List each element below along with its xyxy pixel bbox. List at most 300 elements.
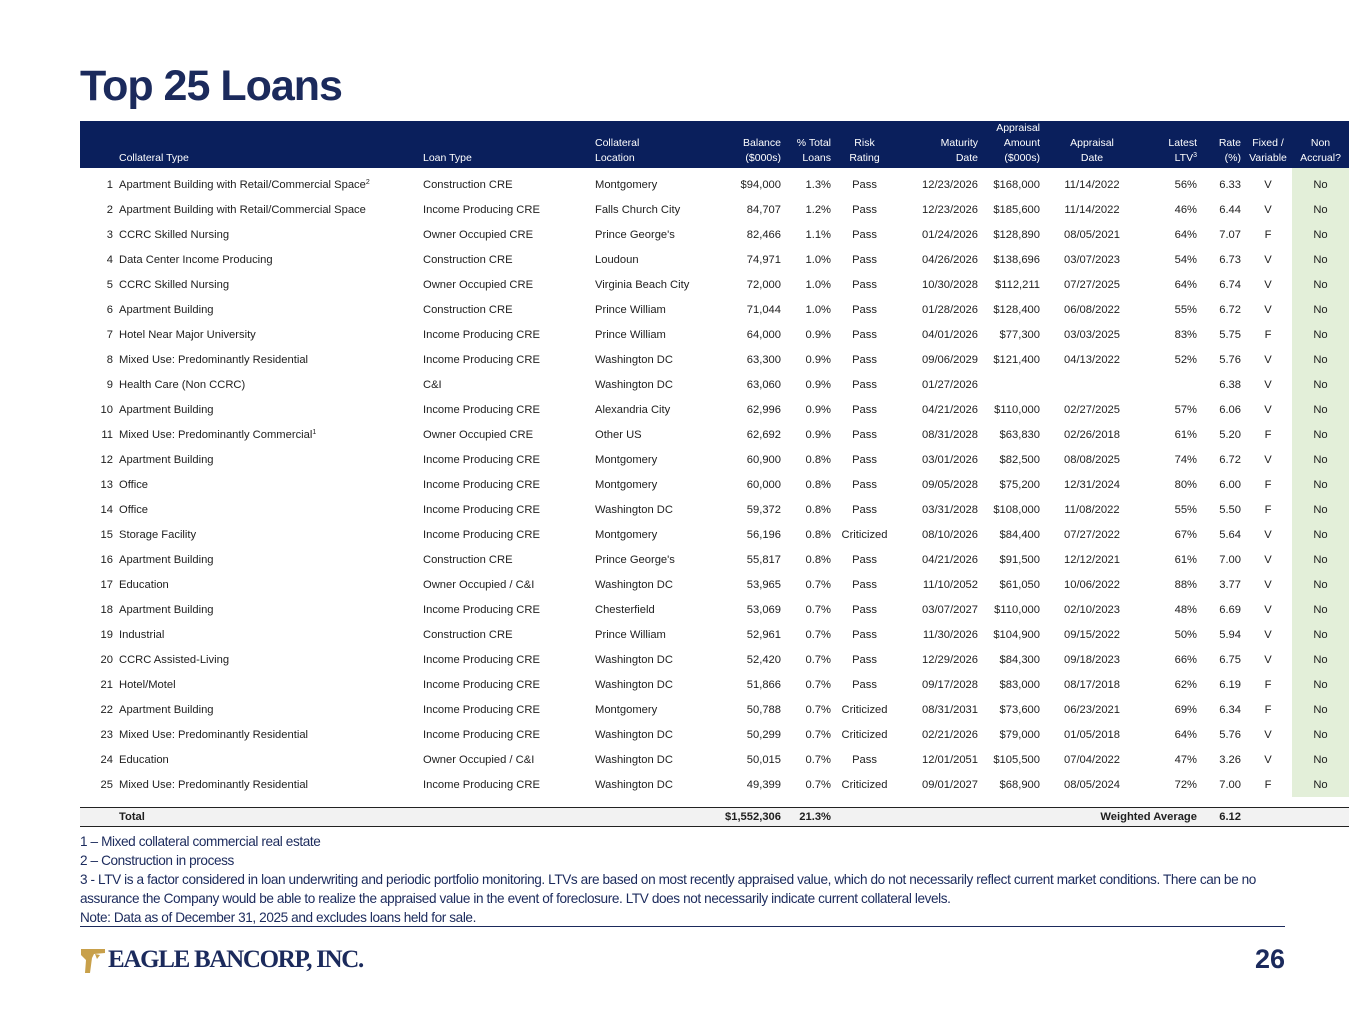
cell-row-number: 1 [106, 178, 113, 191]
cell-collateral-type: Apartment Building [119, 553, 214, 566]
cell-latest-ltv: 88% [1174, 578, 1197, 591]
cell-maturity-date: 09/17/2028 [922, 678, 978, 691]
cell-non-accrual: No [1292, 522, 1349, 547]
cell-fixed-variable: V [1264, 653, 1272, 666]
cell-balance: 51,866 [746, 678, 781, 691]
cell-non-accrual: No [1292, 197, 1349, 222]
cell-balance: 72,000 [746, 278, 781, 291]
table-row [80, 222, 1349, 247]
cell-appraisal-amount: $128,890 [993, 228, 1040, 241]
cell-latest-ltv: 74% [1174, 453, 1197, 466]
cell-collateral-type: Storage Facility [119, 528, 197, 541]
cell-risk-rating: Pass [852, 428, 877, 441]
cell-rate: 6.38 [1219, 378, 1241, 391]
cell-appraisal-date: 08/17/2018 [1064, 678, 1120, 691]
cell-loan-type: Income Producing CRE [423, 203, 540, 216]
cell-non-accrual: No [1292, 722, 1349, 747]
cell-rate: 3.26 [1219, 753, 1241, 766]
cell-non-accrual: No [1292, 297, 1349, 322]
cell-non-accrual: No [1292, 672, 1349, 697]
cell-appraisal-date: 10/06/2022 [1064, 578, 1120, 591]
cell-risk-rating: Pass [852, 228, 877, 241]
cell-latest-ltv: 69% [1174, 703, 1197, 716]
cell-fixed-variable: F [1264, 503, 1272, 516]
cell-appraisal-amount: $73,600 [999, 703, 1040, 716]
cell-maturity-date: 11/10/2052 [922, 578, 978, 591]
cell-pct-total: 0.7% [805, 678, 831, 691]
header-row-number [80, 121, 116, 168]
cell-latest-ltv: 47% [1174, 753, 1197, 766]
cell-appraisal-date: 07/27/2025 [1064, 278, 1120, 291]
cell-maturity-date: 08/31/2031 [922, 703, 978, 716]
cell-loan-type: Income Producing CRE [423, 728, 540, 741]
loans-table-container [80, 121, 1349, 827]
cell-appraisal-amount: $108,000 [993, 503, 1040, 516]
table-row [80, 422, 1349, 447]
cell-appraisal-date: 08/05/2024 [1064, 778, 1120, 791]
cell-rate: 6.44 [1219, 203, 1241, 216]
cell-risk-rating: Pass [852, 578, 877, 591]
table-row [80, 597, 1349, 622]
cell-balance: 63,060 [746, 378, 781, 391]
cell-latest-ltv: 54% [1174, 253, 1197, 266]
cell-collateral-type: Health Care (Non CCRC) [119, 378, 246, 391]
cell-loan-type: Income Producing CRE [423, 503, 540, 516]
cell-maturity-date: 09/05/2028 [922, 478, 978, 491]
cell-row-number: 22 [100, 703, 113, 716]
cell-maturity-date: 03/01/2026 [922, 453, 978, 466]
cell-collateral-location: Prince William [595, 628, 666, 641]
table-row [80, 472, 1349, 497]
cell-fixed-variable: F [1264, 228, 1272, 241]
cell-maturity-date: 01/27/2026 [922, 378, 978, 391]
total-label: Total [116, 808, 420, 827]
cell-collateral-type: Apartment Building [119, 453, 214, 466]
cell-fixed-variable: V [1264, 528, 1272, 541]
cell-loan-type: Income Producing CRE [423, 328, 540, 341]
cell-risk-rating: Pass [852, 753, 877, 766]
cell-balance: 49,399 [746, 778, 781, 791]
cell-appraisal-amount: $91,500 [999, 553, 1040, 566]
cell-latest-ltv: 72% [1174, 778, 1197, 791]
cell-appraisal-amount: $77,300 [999, 328, 1040, 341]
cell-non-accrual: No [1292, 322, 1349, 347]
cell-appraisal-date: 01/05/2018 [1064, 728, 1120, 741]
cell-fixed-variable: V [1264, 553, 1272, 566]
cell-rate: 6.34 [1219, 703, 1241, 716]
cell-maturity-date: 02/21/2026 [922, 728, 978, 741]
cell-appraisal-date: 08/05/2021 [1064, 228, 1120, 241]
cell-non-accrual: No [1292, 572, 1349, 597]
cell-rate: 7.00 [1219, 553, 1241, 566]
cell-loan-type: Owner Occupied / C&I [423, 753, 535, 766]
table-row [80, 672, 1349, 697]
cell-appraisal-amount: $84,300 [999, 653, 1040, 666]
cell-collateral-location: Washington DC [595, 353, 673, 366]
cell-maturity-date: 03/07/2027 [922, 603, 978, 616]
cell-non-accrual: No [1292, 597, 1349, 622]
header-collateral-location: Collateral Location [595, 137, 640, 164]
total-row [80, 808, 1349, 827]
cell-collateral-type: Industrial [119, 628, 165, 641]
cell-risk-rating: Pass [852, 478, 877, 491]
cell-pct-total: 0.8% [805, 503, 831, 516]
cell-collateral-location: Prince George's [595, 228, 675, 241]
cell-row-number: 24 [100, 753, 113, 766]
table-row [80, 322, 1349, 347]
cell-non-accrual: No [1292, 697, 1349, 722]
cell-rate: 6.73 [1219, 253, 1241, 266]
table-row [80, 347, 1349, 372]
spacer-row [80, 797, 1349, 808]
cell-balance: 56,196 [746, 528, 781, 541]
cell-appraisal-date: 02/26/2018 [1064, 428, 1120, 441]
cell-appraisal-amount: $105,500 [993, 753, 1040, 766]
footnote-3: 3 - LTV is a factor considered in loan underwriting and periodic portfolio monitoring. LTVs are based on most recently appraised value, which do not necessarily reflect current market conditions. There can be no assurance the Company would be able to realize the appraised value in the event of foreclosure. LTV does not necessarily indicate current collateral levels. [80, 872, 1256, 906]
cell-collateral-location: Other US [595, 428, 642, 441]
cell-row-number: 2 [106, 203, 113, 216]
cell-pct-total: 0.8% [805, 478, 831, 491]
cell-rate: 6.72 [1219, 453, 1241, 466]
cell-balance: 74,971 [746, 253, 781, 266]
cell-fixed-variable: F [1264, 428, 1272, 441]
footnote-1: 1 – Mixed collateral commercial real estate [80, 834, 321, 849]
header-rate: Rate (%) [1218, 137, 1241, 164]
cell-non-accrual: No [1292, 497, 1349, 522]
cell-fixed-variable: V [1264, 403, 1272, 416]
cell-risk-rating: Pass [852, 353, 877, 366]
cell-collateral-location: Montgomery [595, 703, 658, 716]
cell-fixed-variable: V [1264, 303, 1272, 316]
cell-pct-total: 0.9% [805, 378, 831, 391]
loan-rows [80, 168, 1349, 797]
cell-collateral-type: Mixed Use: Predominantly Residential [119, 728, 309, 741]
cell-row-number: 25 [100, 778, 113, 791]
cell-risk-rating: Pass [852, 453, 877, 466]
cell-non-accrual: No [1292, 222, 1349, 247]
cell-appraisal-amount: $110,000 [994, 403, 1040, 416]
cell-appraisal-amount: $79,000 [999, 728, 1040, 741]
cell-risk-rating: Pass [852, 303, 877, 316]
cell-fixed-variable: F [1264, 328, 1272, 341]
cell-risk-rating: Pass [852, 628, 877, 641]
cell-appraisal-amount: $185,600 [993, 203, 1040, 216]
cell-appraisal-date: 07/04/2022 [1064, 753, 1120, 766]
cell-balance: 63,300 [746, 353, 781, 366]
cell-appraisal-date: 03/07/2023 [1064, 253, 1120, 266]
cell-maturity-date: 04/21/2026 [922, 553, 978, 566]
header-maturity-date: Maturity Date [940, 137, 978, 164]
cell-non-accrual: No [1292, 622, 1349, 647]
cell-collateral-location: Montgomery [595, 478, 658, 491]
cell-latest-ltv: 62% [1174, 678, 1197, 691]
cell-row-number: 20 [100, 653, 113, 666]
cell-loan-type: Owner Occupied CRE [423, 228, 534, 241]
cell-maturity-date: 04/21/2026 [922, 403, 978, 416]
cell-pct-total: 0.7% [805, 703, 831, 716]
cell-latest-ltv: 46% [1174, 203, 1197, 216]
cell-balance: 50,015 [746, 753, 781, 766]
cell-row-number: 8 [106, 353, 113, 366]
top-loans-table [80, 121, 1349, 827]
cell-loan-type: Income Producing CRE [423, 653, 540, 666]
cell-row-number: 5 [106, 278, 113, 291]
cell-latest-ltv: 67% [1174, 528, 1197, 541]
cell-pct-total: 1.3% [805, 178, 831, 191]
cell-collateral-location: Washington DC [595, 378, 673, 391]
cell-maturity-date: 12/23/2026 [922, 203, 978, 216]
cell-collateral-location: Washington DC [595, 503, 673, 516]
cell-appraisal-amount: $112,211 [995, 278, 1040, 291]
cell-rate: 5.64 [1219, 528, 1241, 541]
header-balance: Balance ($000s) [743, 137, 781, 164]
cell-appraisal-date: 12/31/2024 [1064, 478, 1120, 491]
cell-collateral-type: Apartment Building with Retail/Commercial Space [119, 203, 366, 216]
cell-pct-total: 0.7% [805, 628, 831, 641]
cell-risk-rating: Criticized [841, 703, 888, 716]
cell-collateral-type: Apartment Building [119, 703, 214, 716]
cell-collateral-location: Montgomery [595, 528, 658, 541]
cell-rate: 6.72 [1219, 303, 1241, 316]
cell-pct-total: 1.1% [805, 228, 831, 241]
cell-pct-total: 0.7% [805, 603, 831, 616]
cell-collateral-type: Hotel/Motel [119, 678, 176, 691]
cell-balance: 60,900 [746, 453, 781, 466]
cell-collateral-type: Apartment Building [119, 403, 214, 416]
cell-non-accrual: No [1292, 647, 1349, 672]
cell-fixed-variable: V [1264, 253, 1272, 266]
cell-fixed-variable: V [1264, 603, 1272, 616]
total-balance: $1,552,306 [714, 808, 784, 827]
header-pct-total: % Total Loans [796, 137, 831, 164]
footnote-marker: 2 [365, 178, 370, 186]
cell-appraisal-date: 07/27/2022 [1064, 528, 1120, 541]
table-row [80, 497, 1349, 522]
cell-row-number: 9 [106, 378, 113, 391]
cell-collateral-location: Washington DC [595, 778, 673, 791]
cell-loan-type: Income Producing CRE [423, 778, 540, 791]
cell-appraisal-amount: $104,900 [993, 628, 1040, 641]
cell-collateral-type: Office [119, 478, 149, 491]
cell-balance: 50,788 [746, 703, 781, 716]
header-risk-rating: Risk Rating [849, 137, 880, 164]
cell-row-number: 16 [100, 553, 113, 566]
cell-pct-total: 0.7% [805, 653, 831, 666]
cell-row-number: 10 [100, 403, 113, 416]
cell-pct-total: 1.0% [805, 278, 831, 291]
cell-loan-type: Income Producing CRE [423, 528, 540, 541]
cell-loan-type: Income Producing CRE [423, 478, 540, 491]
cell-appraisal-amount: $83,000 [999, 678, 1040, 691]
cell-latest-ltv: 50% [1174, 628, 1197, 641]
cell-appraisal-amount: $128,400 [993, 303, 1040, 316]
cell-appraisal-amount: $61,050 [999, 578, 1040, 591]
table-row [80, 522, 1349, 547]
table-row [80, 572, 1349, 597]
cell-non-accrual: No [1292, 372, 1349, 397]
cell-maturity-date: 09/06/2029 [922, 353, 978, 366]
cell-collateral-location: Montgomery [595, 453, 658, 466]
cell-balance: 62,692 [746, 428, 781, 441]
cell-maturity-date: 09/01/2027 [922, 778, 978, 791]
cell-balance: 53,069 [746, 603, 781, 616]
cell-appraisal-date: 11/14/2022 [1064, 178, 1120, 191]
cell-rate: 7.00 [1219, 778, 1241, 791]
cell-fixed-variable: V [1264, 178, 1272, 191]
cell-fixed-variable: V [1264, 278, 1272, 291]
cell-rate: 7.07 [1219, 228, 1241, 241]
company-logo [80, 946, 363, 974]
cell-row-number: 11 [101, 428, 113, 441]
table-row [80, 247, 1349, 272]
cell-collateral-type: CCRC Skilled Nursing [119, 228, 230, 241]
cell-row-number: 12 [100, 453, 113, 466]
cell-pct-total: 1.0% [805, 303, 831, 316]
cell-rate: 5.76 [1219, 728, 1241, 741]
cell-fixed-variable: F [1264, 703, 1272, 716]
cell-latest-ltv: 56% [1174, 178, 1197, 191]
footnote-2: 2 – Construction in process [80, 853, 234, 868]
cell-balance: 50,299 [746, 728, 781, 741]
cell-risk-rating: Criticized [841, 778, 888, 791]
table-row [80, 772, 1349, 797]
header-latest-ltv: Latest LTV$^3$ [1168, 137, 1197, 164]
header-loan-type: Loan Type [423, 152, 472, 164]
cell-latest-ltv: 80% [1174, 478, 1197, 491]
table-row [80, 397, 1349, 422]
cell-non-accrual: No [1292, 347, 1349, 372]
cell-loan-type: Owner Occupied / C&I [423, 578, 535, 591]
cell-loan-type: Income Producing CRE [423, 703, 540, 716]
cell-risk-rating: Pass [852, 603, 877, 616]
weighted-average-label: Weighted Average [1043, 808, 1200, 827]
cell-pct-total: 1.0% [805, 253, 831, 266]
cell-appraisal-amount: $75,200 [999, 478, 1040, 491]
cell-collateral-location: Washington DC [595, 753, 673, 766]
cell-row-number: 21 [100, 678, 113, 691]
cell-fixed-variable: V [1264, 203, 1272, 216]
cell-loan-type: Construction CRE [423, 178, 513, 191]
cell-row-number: 7 [106, 328, 113, 341]
cell-pct-total: 0.9% [805, 328, 831, 341]
footnotes [80, 832, 1285, 927]
cell-collateral-location: Washington DC [595, 728, 673, 741]
table-row [80, 297, 1349, 322]
cell-pct-total: 0.9% [805, 428, 831, 441]
cell-collateral-type: Apartment Building [119, 303, 214, 316]
cell-appraisal-date: 11/08/2022 [1064, 503, 1120, 516]
cell-non-accrual: No [1292, 272, 1349, 297]
cell-risk-rating: Pass [852, 653, 877, 666]
cell-maturity-date: 04/26/2026 [922, 253, 978, 266]
cell-rate: 6.00 [1219, 478, 1241, 491]
footnote-note: Note: Data as of December 31, 2025 and excludes loans held for sale. [80, 910, 476, 925]
cell-collateral-type: Education [119, 578, 169, 591]
cell-maturity-date: 01/28/2026 [922, 303, 978, 316]
cell-rate: 6.75 [1219, 653, 1241, 666]
cell-maturity-date: 08/31/2028 [922, 428, 978, 441]
cell-maturity-date: 12/23/2026 [922, 178, 978, 191]
cell-rate: 5.50 [1219, 503, 1241, 516]
total-pct: 21.3% [784, 808, 834, 827]
page-title: Top 25 Loans [80, 62, 342, 110]
cell-collateral-type: Mixed Use: Predominantly Residential [119, 353, 309, 366]
cell-risk-rating: Pass [852, 678, 877, 691]
cell-collateral-location: Washington DC [595, 578, 673, 591]
cell-row-number: 6 [106, 303, 113, 316]
cell-pct-total: 0.7% [805, 778, 831, 791]
cell-appraisal-amount: $138,696 [993, 253, 1040, 266]
cell-fixed-variable: V [1264, 578, 1272, 591]
table-row [80, 747, 1349, 772]
cell-collateral-type: Apartment Building [119, 603, 214, 616]
cell-pct-total: 0.9% [805, 353, 831, 366]
cell-appraisal-amount: $84,400 [999, 528, 1040, 541]
cell-maturity-date: 12/29/2026 [922, 653, 978, 666]
cell-risk-rating: Pass [852, 328, 877, 341]
cell-pct-total: 1.2% [805, 203, 831, 216]
cell-maturity-date: 10/30/2028 [922, 278, 978, 291]
cell-risk-rating: Pass [852, 553, 877, 566]
cell-pct-total: 0.8% [805, 453, 831, 466]
cell-balance: 64,000 [746, 328, 781, 341]
table-row [80, 647, 1349, 672]
cell-row-number: 19 [100, 628, 113, 641]
cell-loan-type: Construction CRE [423, 553, 513, 566]
cell-risk-rating: Pass [852, 378, 877, 391]
cell-rate: 3.77 [1219, 578, 1241, 591]
cell-rate: 6.19 [1219, 678, 1241, 691]
cell-row-number: 4 [106, 253, 113, 266]
cell-balance: 60,000 [746, 478, 781, 491]
cell-collateral-type: Education [119, 753, 169, 766]
cell-appraisal-date: 08/08/2025 [1064, 453, 1120, 466]
header-non-accrual: Non Accrual? [1300, 137, 1341, 164]
header-appraisal-date: Appraisal Date [1070, 137, 1114, 164]
cell-balance: 59,372 [746, 503, 781, 516]
cell-rate: 5.94 [1219, 628, 1241, 641]
cell-risk-rating: Pass [852, 178, 877, 191]
cell-maturity-date: 12/01/2051 [922, 753, 978, 766]
cell-appraisal-date: 11/14/2022 [1064, 203, 1120, 216]
cell-latest-ltv: 52% [1174, 353, 1197, 366]
cell-loan-type: Construction CRE [423, 253, 513, 266]
cell-latest-ltv: 57% [1174, 403, 1197, 416]
logo-text: EAGLE BANCORP, INC. [108, 946, 363, 973]
cell-rate: 6.06 [1219, 403, 1241, 416]
eagle-head-icon [80, 946, 106, 974]
cell-fixed-variable: V [1264, 353, 1272, 366]
cell-collateral-location: Montgomery [595, 178, 658, 191]
cell-balance: 62,996 [746, 403, 781, 416]
cell-appraisal-amount: $121,400 [993, 353, 1040, 366]
cell-risk-rating: Criticized [841, 728, 888, 741]
cell-maturity-date: 11/30/2026 [922, 628, 978, 641]
table-row [80, 447, 1349, 472]
table-row [80, 372, 1349, 397]
cell-appraisal-date: 03/03/2025 [1064, 328, 1120, 341]
cell-collateral-type: Mixed Use: Predominantly Residential [119, 778, 309, 791]
cell-loan-type: Construction CRE [423, 628, 513, 641]
cell-appraisal-date: 09/15/2022 [1064, 628, 1120, 641]
cell-non-accrual: No [1292, 747, 1349, 772]
cell-rate: 6.74 [1219, 278, 1241, 291]
header-appraisal-amount: Appraisal Amount ($000s) [996, 122, 1040, 164]
cell-appraisal-date: 04/13/2022 [1064, 353, 1120, 366]
cell-collateral-location: Washington DC [595, 653, 673, 666]
table-row [80, 547, 1349, 572]
cell-collateral-type: Mixed Use: Predominantly Commercial$^1$ [119, 428, 317, 441]
